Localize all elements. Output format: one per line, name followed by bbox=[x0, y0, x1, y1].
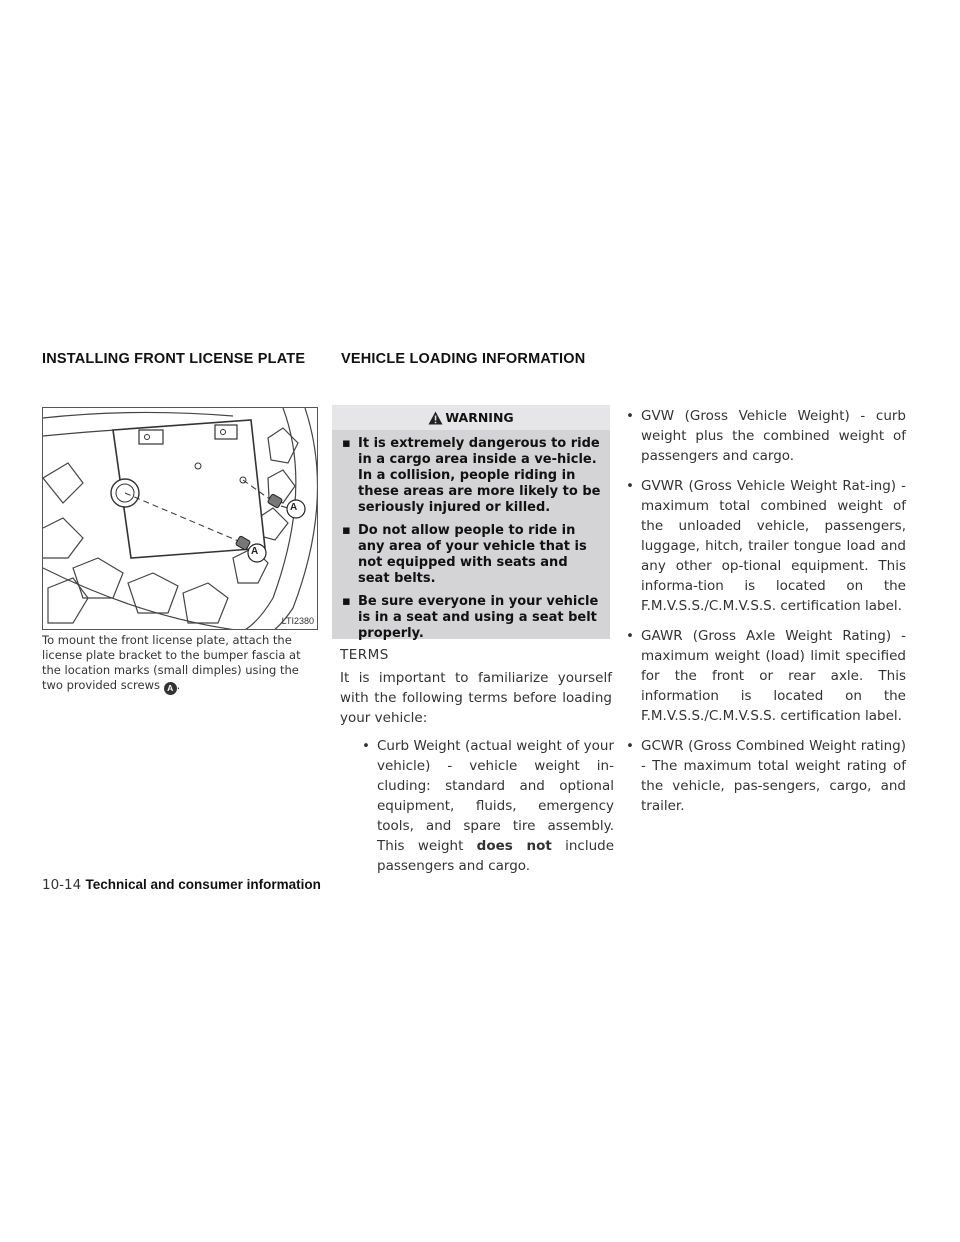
callout-a-badge: A bbox=[164, 682, 177, 695]
terms-intro: It is important to familiarize yourself with the following terms before loading your vehicle: bbox=[340, 670, 612, 726]
callout-a-upper: A bbox=[290, 502, 298, 513]
term-gawr: • GAWR (Gross Axle Weight Rating) - maximum weight (load) limit specified for the front or rear axle. This information is located on the F.M.V.S.S./C.M.V.S.S. certification label. bbox=[620, 626, 906, 726]
warning-item: ▪ Be sure everyone in your vehicle is in a seat and using a seat belt properly. bbox=[340, 594, 602, 642]
curb-weight-text: Curb Weight (actual weight of your vehicle) - vehicle weight in-cluding: standard and optional equipment, fluids, emergency tools, and spare tire assembly. This weight bbox=[377, 738, 614, 854]
page-number: 10-14 bbox=[42, 877, 82, 893]
caption-text: To mount the front license plate, attach the license plate bracket to the bumper fascia at the location marks (small dimples) using the two provided screws bbox=[42, 633, 301, 692]
terms-heading: TERMS bbox=[340, 647, 389, 663]
figure-caption bbox=[42, 633, 320, 695]
term-curb-weight bbox=[356, 736, 614, 876]
chapter-title: Technical and consumer information bbox=[85, 877, 321, 892]
warning-box bbox=[332, 405, 610, 639]
warning-title-bar bbox=[332, 405, 610, 430]
license-plate-illustration bbox=[42, 407, 318, 630]
figure-code: LTI2380 bbox=[281, 616, 314, 626]
bumper-bracket-drawing bbox=[43, 408, 318, 630]
term-gcwr: • GCWR (Gross Combined Weight rating) - The maximum total weight rating of the vehicle, pas-sengers, cargo, and trailer. bbox=[620, 736, 906, 816]
caption-end: . bbox=[176, 678, 181, 692]
warning-title: WARNING bbox=[445, 410, 514, 425]
page-footer bbox=[42, 877, 321, 893]
section-heading-license-plate: INSTALLING FRONT LICENSE PLATE bbox=[42, 351, 306, 367]
term-gvwr: • GVWR (Gross Vehicle Weight Rat-ing) - maximum total combined weight of the unloaded vehicle, passengers, luggage, hitch, trailer tongue load and any other op-tional equipment. This informa-tion is located on the F.M.V.S.S./C.M.V.S.S. certification label. bbox=[620, 476, 906, 616]
curb-weight-end: include passengers and cargo. bbox=[377, 838, 615, 874]
warning-item: ▪ It is extremely dangerous to ride in a cargo area inside a ve-hicle. In a collision, people riding in these areas are more likely to be seriously injured or killed. bbox=[340, 436, 602, 516]
curb-weight-emphasis: does not bbox=[476, 838, 552, 854]
warning-list bbox=[332, 430, 610, 642]
section-heading-vehicle-loading: VEHICLE LOADING INFORMATION bbox=[341, 351, 586, 367]
terms-list-left bbox=[356, 736, 614, 876]
warning-item: ▪ Do not allow people to ride in any area of your vehicle that is not equipped with seats and seat belts. bbox=[340, 523, 602, 587]
callout-a-lower: A bbox=[251, 546, 259, 557]
term-gvw: • GVW (Gross Vehicle Weight) - curb weight plus the combined weight of passengers and cargo. bbox=[620, 406, 906, 466]
terms-list-right bbox=[620, 406, 906, 826]
warning-triangle-icon bbox=[428, 411, 443, 425]
